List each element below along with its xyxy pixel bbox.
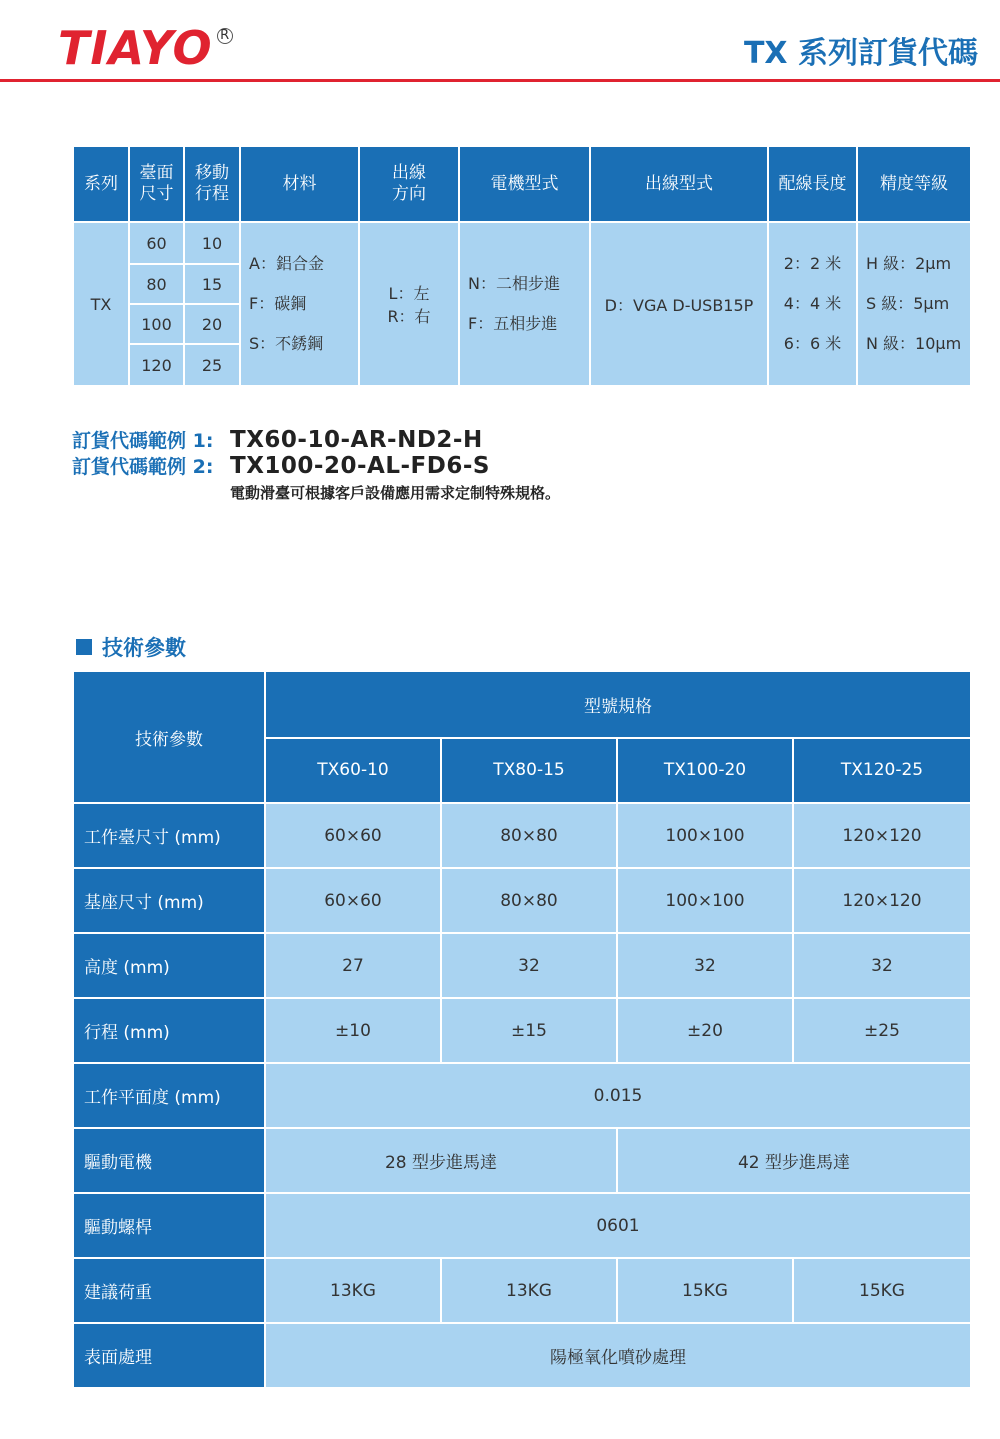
length-option: 2：2 米 [783,254,842,273]
spec-row-label: 表面處理 [73,1323,265,1388]
spec-value: ±20 [617,998,793,1063]
size-cell: 120 [129,344,184,386]
precision-cell [857,222,971,386]
model-name: TX120-25 [793,738,971,804]
example-row [72,452,490,478]
model-name: TX60-10 [265,738,441,804]
length-option: 4：4 米 [783,294,842,313]
precision-option: S 級：5μm [866,294,950,313]
spec-corner-header: 技術參數 [73,671,265,803]
spec-table [72,670,972,1389]
spec-value: ±25 [793,998,971,1063]
spec-value: 42 型步進馬達 [617,1128,971,1193]
example-code: TX60-10-AR-ND2-H [230,427,483,453]
spec-value: 120×120 [793,803,971,868]
spec-value: 100×100 [617,868,793,933]
motor-option: F：五相步進 [468,314,558,333]
example-row [72,426,490,452]
spec-value: 60×60 [265,868,441,933]
spec-value: 120×120 [793,868,971,933]
spec-row-label: 高度 (mm) [73,933,265,998]
size-cell: 60 [129,222,184,264]
custom-note: 電動滑臺可根據客戶設備應用需求定制特殊規格。 [230,484,561,502]
material-option: F：碳鋼 [249,294,307,313]
series-cell: TX [73,222,129,386]
spec-value: ±10 [265,998,441,1063]
spec-row-label: 建議荷重 [73,1258,265,1323]
example-label: 訂貨代碼範例 1: [72,430,214,452]
material-option: S：不銹鋼 [249,334,324,353]
header-stroke: 移動 行程 [184,147,240,222]
outlet-type-cell: D：VGA D-USB15P [590,222,768,386]
spec-row-label: 工作臺尺寸 (mm) [73,803,265,868]
spec-row-label: 工作平面度 (mm) [73,1063,265,1128]
order-examples [72,426,490,478]
motor-cell [459,222,590,386]
stroke-cell: 15 [184,264,240,304]
header-material: 材料 [240,147,359,222]
spec-row-label: 行程 (mm) [73,998,265,1063]
size-cell: 100 [129,304,184,344]
spec-value: 32 [441,933,617,998]
stroke-cell: 25 [184,344,240,386]
header-cable-length: 配線長度 [768,147,857,222]
spec-value: 80×80 [441,803,617,868]
spec-header-row [73,671,971,738]
direction-cell: L：左 R：右 [359,222,459,386]
spec-value: 60×60 [265,803,441,868]
spec-row [73,1128,971,1193]
example-label: 訂貨代碼範例 2: [72,456,214,478]
spec-row [73,1193,971,1258]
spec-value: 0.015 [265,1063,971,1128]
example-code: TX100-20-AL-FD6-S [230,453,490,479]
length-option: 6：6 米 [783,334,842,353]
spec-row [73,933,971,998]
stroke-cell: 10 [184,222,240,264]
length-cell [768,222,857,386]
logo-text: TIAYO [58,21,213,75]
header-series: 系列 [73,147,129,222]
spec-row [73,1323,971,1388]
spec-value: 28 型步進馬達 [265,1128,617,1193]
header-outlet-type: 出線型式 [590,147,768,222]
page-title: TX 系列訂貨代碼 [743,36,978,71]
spec-row [73,868,971,933]
spec-value: 32 [617,933,793,998]
stroke-cell: 20 [184,304,240,344]
model-name: TX100-20 [617,738,793,804]
spec-value: 100×100 [617,803,793,868]
header-precision: 精度等級 [857,147,971,222]
header-table-size: 臺面 尺寸 [129,147,184,222]
spec-row [73,1258,971,1323]
spec-row [73,803,971,868]
spec-value: 15KG [793,1258,971,1323]
spec-value: 32 [793,933,971,998]
order-header-row [73,147,971,222]
spec-row-label: 基座尺寸 (mm) [73,868,265,933]
spec-value: 13KG [265,1258,441,1323]
spec-value: 陽極氧化噴砂處理 [265,1323,971,1388]
spec-row [73,998,971,1063]
spec-value: 0601 [265,1193,971,1258]
precision-option: H 級：2μm [866,254,952,273]
spec-value: ±15 [441,998,617,1063]
model-spec-header: 型號規格 [265,671,971,738]
square-bullet-icon [76,639,92,655]
spec-value: 15KG [617,1258,793,1323]
spec-row-label: 驅動螺桿 [73,1193,265,1258]
order-code-table [72,147,972,387]
header-motor-type: 電機型式 [459,147,590,222]
registered-mark-icon: R [217,28,233,44]
brand-logo [58,22,233,74]
section-heading [76,632,186,662]
motor-option: N：二相步進 [468,274,560,293]
model-name: TX80-15 [441,738,617,804]
spec-row-label: 驅動電機 [73,1128,265,1193]
precision-option: N 級：10μm [866,334,962,353]
spec-value: 27 [265,933,441,998]
spec-value: 80×80 [441,868,617,933]
spec-value: 13KG [441,1258,617,1323]
size-cell: 80 [129,264,184,304]
header-divider [0,79,1000,82]
header-outlet-direction: 出線 方向 [359,147,459,222]
section-title-text: 技術參數 [102,636,186,660]
spec-row [73,1063,971,1128]
material-option: A：鋁合金 [249,254,324,273]
material-cell [240,222,359,386]
